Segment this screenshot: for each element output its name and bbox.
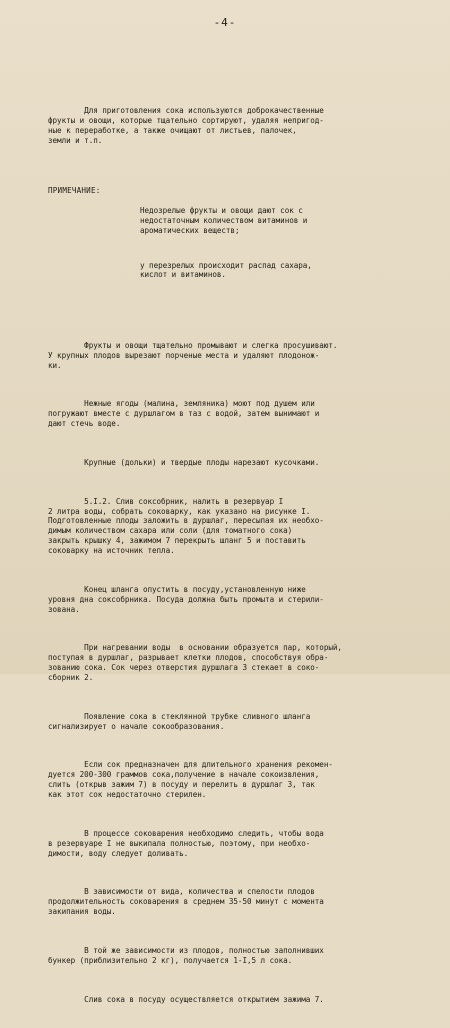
paragraph: 5.I.2. Слив соксобрник, налить в резервуар I 2 литра воды, собрать соковарку, как указано на рисунке I. Подготовленные плоды заложить в дуршлаг, пересыпая их необхо- димым количеством сахара или соли (для томатного сока) закрыть крышку 4, зажимом 7 перекрыть шланг 5 и поставить соковарку на источник тепла. (48, 496, 324, 556)
paragraph: При нагревании воды в основании образуется пар, который, поступая в дуршлаг, разрывает клетки плодов, способствуя обра- зованию сока. Сок через отверстия дуршлага 3 стекает в соко- сборник 2. (48, 643, 342, 683)
paragraph-intro: Для приготовления сока используются доброкачественные фрукты и овощи, которые тщательно сортируют, удаляя непригод- ные к переработке, а также очищают от листьев, палочек, земли и т.п. (48, 105, 324, 145)
note-label: ПРИМЕЧАНИЕ: (48, 186, 101, 196)
document-body (48, 86, 416, 1028)
paragraph: В процессе соковарения необходимо следить, чтобы вода в резервуаре I не выкипала полностью, поэтому, при необхо- димости, воду следует доливать. (48, 828, 324, 858)
paragraph: Появление сока в стеклянной трубке сливного шланга сигнализирует о начале сокообразования. (48, 711, 311, 731)
paragraph: Слив сока в посуду осуществляется открытием зажима 7. (48, 994, 324, 1004)
paragraph: Если сок предназначен для длительного хранения рекомен- дуется 200-300 граммов сока,получение в начале сокоизвления, слить (открыв зажим 7) в посуду и перелить в дуршлаг 3, так как этот сок недостаточно стерилен. (48, 760, 333, 800)
note-item: у перезрелых происходит распад сахара, кислот и витаминов. (140, 260, 312, 280)
paragraph: Фрукты и овощи тщательно промывают и слегка просушивают. У крупных плодов вырезают порченые места и удаляют плодонож- ки. (48, 340, 338, 370)
note-block (48, 186, 416, 305)
paragraph: Нежные ягоды (малина, земляника) моют под душем или погружают вместе с дуршлагом в таз с водой, затем вынимают и дают стечь воде. (48, 399, 320, 429)
paragraph: В той же зависимости из плодов, полностью заполнивших бункер (приблизительно 2 кг), получается 1-I,5 л сока. (48, 945, 324, 965)
note-item: Недозрелые фрукты и овощи дают сок с недостаточным количеством витаминов и ароматических веществ; (140, 205, 308, 235)
note-body (140, 186, 416, 305)
paragraph: Конец шланга опустить в посуду,установленную ниже уровня дна соксобрника. Посуда должна быть промыта и стерили- зована. (48, 584, 324, 614)
page-number: -4- (213, 16, 237, 29)
paragraph: Крупные (дольки) и твердые плоды нарезают кусочками. (48, 457, 320, 467)
paragraph: В зависимости от вида, количества и спелости плодов продолжительность соковарения в среднем 35-50 минут с момента закипания воды. (48, 887, 324, 917)
